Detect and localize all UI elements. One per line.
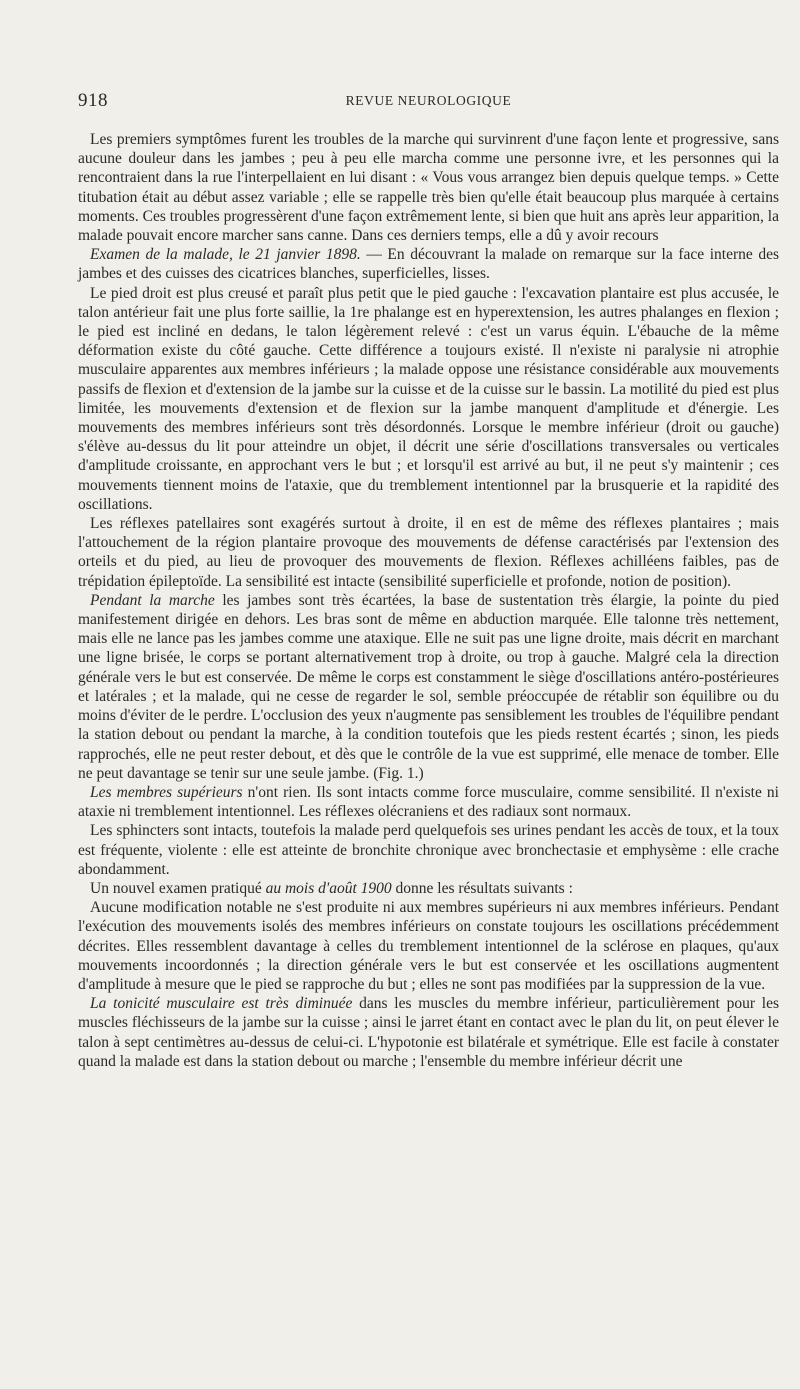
paragraph-8: Un nouvel examen pratiqué au mois d'août 1900 donne les résultats suivants :	[90, 879, 573, 897]
section-heading: Pendant la marche	[90, 591, 215, 609]
paragraph-3: Le pied droit est plus creusé et paraît plus petit que le pied gauche : l'excavation plantaire est plus accusée, le talon antérieur fait une plus forte saillie, la 1re phalange est en hyperextension, les autres phalanges en flexion ; le pied est incliné en dedans, le talon légèrement relevé : c'est un varus équin. L'ébauche de la même déformation existe du côté gauche. Cette différence a toujours existé. Il n'existe ni paralysie ni atrophie musculaire apparentes aux membres inférieurs ; la malade oppose une résistance considérable aux mouvements passifs de flexion et d'extension de la jambe sur la cuisse et de la cuisse sur le bassin. La motilité du pied est plus limitée, les mouvements d'extension et de flexion sur la jambe manquent d'amplitude et d'énergie. Les mouvements des membres inférieurs sont très désordonnés. Lorsque le membre inférieur (droit ou gauche) s'élève au-dessus du lit pour atteindre un objet, il décrit une série d'oscillations transversales ou verticales d'amplitude croissante, en approchant vers le but ; et lorsqu'il est arrivé au but, il ne peut s'y maintenir ; ces mouvements tiennent moins de l'ataxie, que du tremblement intentionnel par la brusquerie et la rapidité des oscillations.	[78, 284, 779, 513]
paragraph-2: Examen de la malade, le 21 janvier 1898. — En découvrant la malade on remarque sur la face interne des jambes et des cuisses des cicatrices blanches, superficielles, lisses.	[78, 246, 779, 283]
paragraph-6: Les membres supérieurs n'ont rien. Ils sont intacts comme force musculaire, comme sensibilité. Il n'existe ni ataxie ni tremblement intentionnel. Les réflexes olécraniens et des radiaux sont normaux.	[78, 783, 779, 821]
page-number: 918	[78, 90, 108, 111]
paragraph-4: Les réflexes patellaires sont exagérés surtout à droite, il en est de même des réflexes plantaires ; mais l'attouchement de la région plantaire provoque des mouvements de défense caractérisés par l'extension des orteils et du pied, au lieu de provoquer des mouvements de flexion. Réflexes achilléens faibles, pas de trépidation épileptoïde. La sensibilité est intacte (sensibilité superficielle et profonde, notion de position).	[78, 515, 779, 590]
section-heading: Examen de la malade, le 21 janvier 1898.	[90, 246, 361, 264]
body-text	[78, 130, 779, 1071]
page-header	[78, 90, 779, 112]
paragraph-1: Les premiers symptômes furent les troubles de la marche qui survinrent d'une façon lente et progressive, sans aucune douleur dans les jambes ; peu à peu elle marcha comme une personne ivre, et les personnes qui la rencontraient dans la rue l'interpellaient en lui disant : « Vous vous arrangez bien depuis quelque temps. » Cette titubation était au début assez variable ; elle se rappelle très bien qu'elle était beaucoup plus marquée à certains moments. Ces troubles progressèrent d'une façon extrêmement lente, si bien que huit ans après leur apparition, la malade pouvait encore marcher sans canne. Dans ces derniers temps, elle a dû y avoir recours	[78, 131, 779, 245]
section-heading: La tonicité musculaire est très diminuée	[90, 995, 353, 1013]
section-heading: Les membres supérieurs	[90, 783, 243, 801]
paragraph-7: Les sphincters sont intacts, toutefois la malade perd quelquefois ses urines pendant les accès de toux, et la toux est fréquente, violente : elle est atteinte de bronchite chronique avec bronchectasie et emphysème : elle crache abondamment.	[78, 822, 779, 878]
paragraph-9: Aucune modification notable ne s'est produite ni aux membres supérieurs ni aux membres inférieurs. Pendant l'exécution des mouvements isolés des membres inférieurs on constate toujours les oscillations précédemment décrites. Elles ressemblent davantage à celles du tremblement intentionnel de la sclérose en plaques, qu'aux mouvements incoordonnés ; la direction générale vers le but est conservée et les oscillations augmentent d'amplitude à mesure que le pied se rapproche du but ; elles ne sont pas modifiées par la suppression de la vue.	[78, 899, 779, 993]
section-heading: au mois d'août 1900	[265, 879, 392, 897]
paragraph-10: La tonicité musculaire est très diminuée dans les muscles du membre inférieur, particulièrement pour les muscles fléchisseurs de la jambe sur la cuisse ; ainsi le jarret étant en contact avec le plan du lit, on peut élever le talon à sept centimètres au-dessus de celui-ci. L'hypotonie est bilatérale et symétrique. Elle est facile à constater quand la malade est dans la station debout ou marche ; l'ensemble du membre inférieur décrit une	[78, 995, 779, 1070]
running-head: REVUE NEUROLOGIQUE	[345, 93, 512, 108]
paragraph-5: Pendant la marche les jambes sont très écartées, la base de sustentation très élargie, la pointe du pied manifestement dirigée en dehors. Les bras sont de même en abduction marquée. Elle talonne très nettement, mais elle ne lance pas les jambes comme une ataxique. Elle ne suit pas une ligne droite, mais décrit en marchant une ligne brisée, le corps se portant alternativement trop à droite, ou trop à gauche. Malgré cela la direction générale vers le but est conservée. De même le corps est constamment le siège d'oscillations antéro-postérieures et latérales ; et la malade, qui ne cesse de regarder le sol, semble préoccupée de rétablir son équilibre ou du moins d'éviter de le perdre. L'occlusion des yeux n'augmente pas sensiblement les troubles de l'équilibre pendant la station debout ou pendant la marche, à la condition toutefois que les pieds restent écartés ; sinon, les pieds rapprochés, elle ne peut rester debout, et dès que le contrôle de la vue est supprimé, elle menace de tomber. Elle ne peut davantage se tenir sur une seule jambe. (Fig. 1.)	[78, 591, 779, 782]
